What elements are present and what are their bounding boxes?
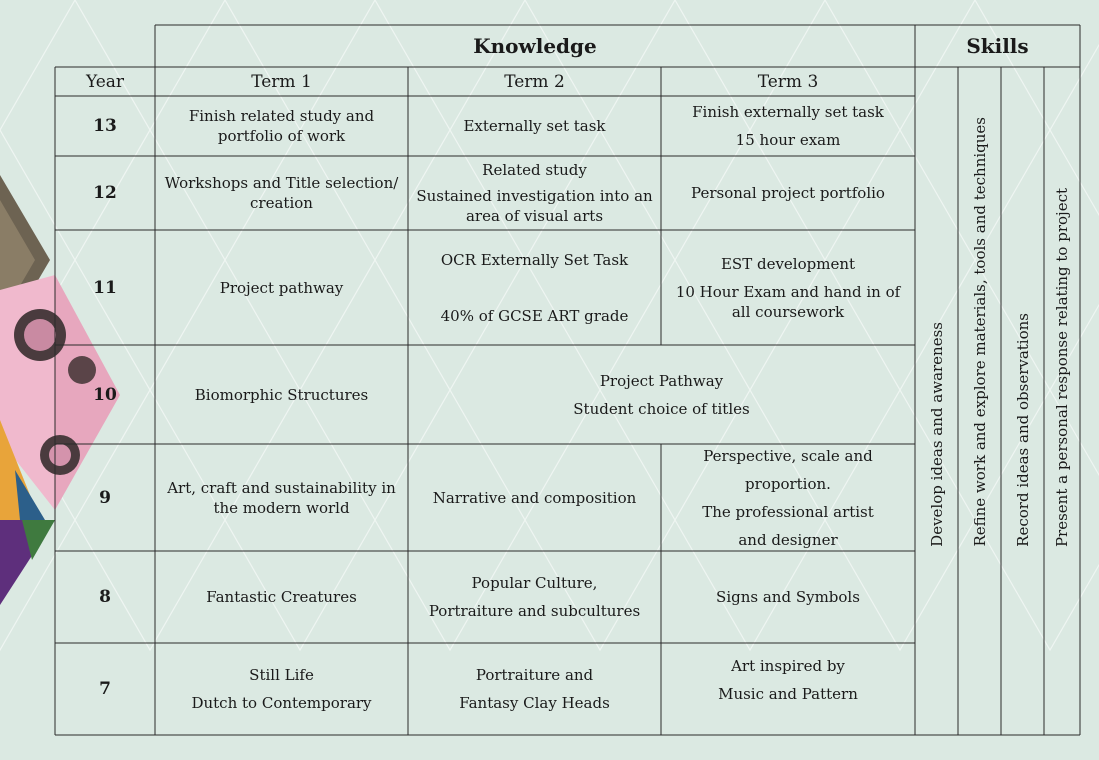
year-9-label: 9 [99,487,111,508]
year-8-term1: Fantastic Creatures [206,588,357,606]
year-header: Year [85,71,125,92]
skills-header: Skills [966,34,1029,58]
skill-present-response: Present a personal response relating to project [1053,187,1071,547]
term2-header: Term 2 [504,71,565,92]
year-8-term3: Signs and Symbols [716,588,860,606]
year-9-term3: Perspective, scale and proportion. The professional artist and designer [702,446,874,549]
year-12-label: 12 [93,183,117,203]
skill-develop-ideas: Develop ideas and awareness [927,322,946,547]
term1-header: Term 1 [251,71,312,92]
year-13-term3: Finish externally set task 15 hour exam [692,103,884,149]
year-11-term1: Project pathway [219,278,344,297]
year-9-term2: Narrative and composition [432,488,637,507]
year-10-label: 10 [93,384,117,405]
year-7-term1: Still Life Dutch to Contemporary [191,666,372,712]
year-7-term3: Art inspired by Music and Pattern [718,657,858,703]
year-10-term2-3: Project Pathway Student choice of titles [573,371,750,418]
year-12-term2: Related study Sustained investigation into an area of visual arts [416,161,653,225]
year-13-term2: Externally set task [463,117,606,135]
year-8-label: 8 [99,587,111,607]
year-9-term1: Art, craft and sustainability in the modern world [167,478,396,517]
knowledge-header: Knowledge [473,34,597,58]
year-13-term1: Finish related study and portfolio of work [188,107,375,145]
year-7-term2: Portraiture and Fantasy Clay Heads [459,666,610,712]
skill-record-ideas: Record ideas and observations [1013,313,1032,547]
skill-refine-work: Refine work and explore materials, tools and techniques [970,117,989,547]
term3-header: Term 3 [757,71,819,92]
year-12-term3: Personal project portfolio [691,184,885,202]
year-12-term1: Workshops and Title selection/ creation [164,174,399,212]
year-10-term1: Biomorphic Structures [194,385,369,404]
year-11-term3: EST development 10 Hour Exam and hand in of all coursework [675,254,901,321]
year-11-label: 11 [93,277,117,298]
year-7-label: 7 [99,679,111,699]
year-8-term2: Popular Culture, Portraiture and subcultures [428,574,641,620]
year-13-label: 13 [93,116,117,136]
year-11-term2: OCR Externally Set Task 40% of GCSE ART grade [440,250,629,325]
